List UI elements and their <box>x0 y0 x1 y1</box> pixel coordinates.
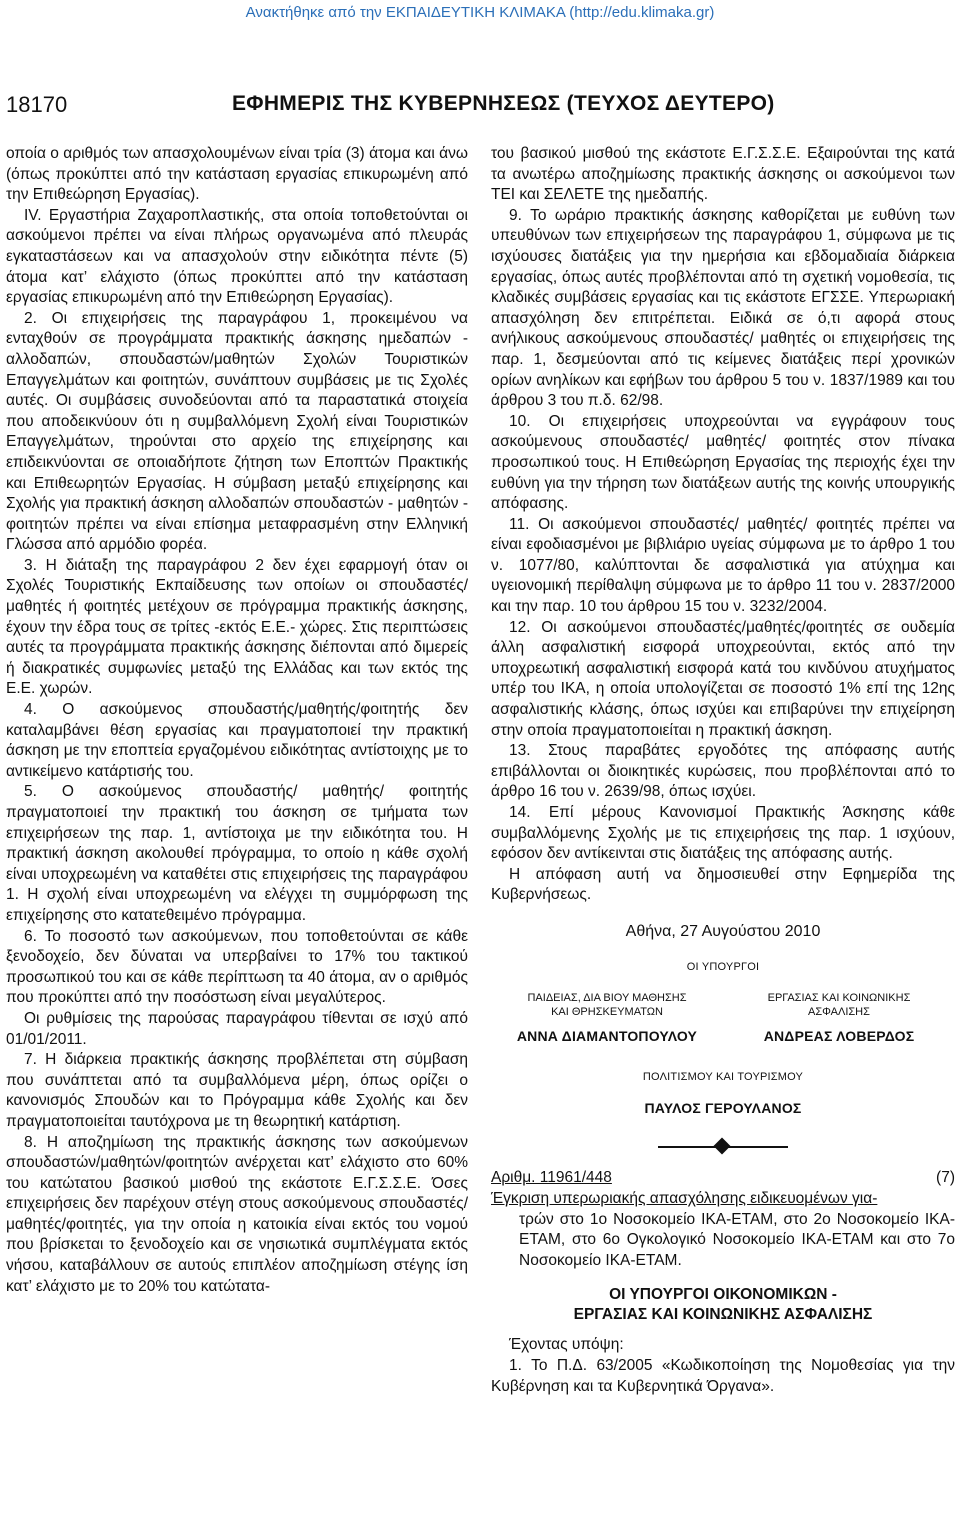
right-column <box>491 144 955 1397</box>
left-column <box>6 144 468 1297</box>
paragraph: IV. Εργαστήρια Ζαχαροπλαστικής, στα οποία τοποθετούνται οι ασκούμενοι πρέπει να είναι πλήρως οργανωμένα από πλευράς εγκαταστάσεων και να απασχολούν στην ειδικότητα πέντε (5) άτομα κατ’ ελάχιστο (όπως προκύπτει από την κατάσταση εργασίας επικυρωμένη από την Επιθεώρηση Εργασίας). <box>6 206 468 307</box>
paragraph: 8. Η αποζημίωση της πρακτικής άσκησης των ασκούμενων σπουδαστών/μαθητών/φοιτητών ανέρχεται κατ’ ελάχιστο στο 60% του κατώτατου βασικού μισθού της εκάστοτε Ε.Γ.Σ.Σ.Ε. Όσες επιχειρήσεις δεν παρέχουν στέγη στους ασκούμενους σπουδαστές/μαθητές/φοιτητές, για την οποία η κατοικία είναι εκτός του νομού που βρίσκεται το ξενοδοχείο και σε νησιωτικά συμπλέγματα εκτός νήσου, καταβάλλουν σε αυτούς επιπλέον αποζημίωση στέγης ίση κατ’ ελάχιστο με το 20% του κατώτατα- <box>6 1133 468 1295</box>
decree-number: Αριθμ. 11961/448 <box>491 1169 612 1187</box>
minister-title-line: ΠΑΙΔΕΙΑΣ, ΔΙΑ ΒΙΟΥ ΜΑΘΗΣΗΣ <box>527 992 687 1005</box>
paragraph: 9. Το ωράριο πρακτικής άσκησης καθορίζεται με ευθύνη των υπευθύνων των επιχειρήσεων της παραγράφου 1, σύμφωνα με τις ισχύουσες διατάξεις για την ημερήσια και εβδομαδιαία διάρκεια εργασίας, όπως αυτές προβλέπονται από τη σχετική νομοθεσία, τις κλαδικές συμβάσεις εργασίας και τις εκάστοτε ΕΓΣΣΕ. Υπερωριακή απασχόληση δεν επιτρέπεται. Ειδικά σε ό,τι αφορά στους ανήλικους ασκούμενους σπουδαστές/ μαθητές οι επιχειρήσεις της παρ. 1, δεσμεύονται από τις κείμενες διατάξεις περί χρονικών ορίων ανηλίκων και εφήβων του άρθρου 5 του ν. 1837/1989 και του άρθρου 3 του π.δ. 62/98. <box>491 206 955 410</box>
considering-label: Έχοντας υπόψη: <box>509 1336 624 1354</box>
paragraph: 13. Στους παραβάτες εργοδότες της απόφασης αυτής επιβάλλονται οι διοικητικές κυρώσεις, που προβλέπονται από το άρθρο 16 του ν. 2639/98, όπως ισχύει. <box>491 742 955 801</box>
ministers-label: ΟΙ ΥΠΟΥΡΓΟΙ <box>686 960 760 973</box>
paragraph: 6. Το ποσοστό των ασκούμενων, που τοποθετούνται σε κάθε ξενοδοχείο, δεν δύναται να υπερβαίνει το 17% του τακτικού προσωπικού του και σε κάθε περίπτωση τα 40 άτομα, αν ο αριθμός που προκύπτει από την ποσόστωση είναι μεγαλύτερος. <box>6 927 468 1007</box>
signature-labour <box>723 991 955 1043</box>
minister-title-line: ΑΣΦΑΛΙΣΗΣ <box>808 1006 870 1019</box>
paragraph: 10. Οι επιχειρήσεις υποχρεούνται να εγγράφουν τους ασκούμενους σπουδαστές/ μαθητές/ φοιτητές στον πίνακα προσωπικού τους. Η Επιθεώρηση Εργασίας της περιοχής έχει την ευθύνη για την τήρηση των διατάξεων αυτής της κοινής υπουργικής απόφασης. <box>491 412 955 513</box>
gazette-title: ΕΦΗΜΕΡΙΣ ΤΗΣ ΚΥΒΕΡΝΗΣΕΩΣ (ΤΕΥΧΟΣ ΔΕΥΤΕΡΟ) <box>232 92 775 115</box>
decree-title-continued: τρών στο 1ο Νοσοκομείο ΙΚΑ-ΕΤΑΜ, στο 2ο Νοσοκομείο ΙΚΑ-ΕΤΑΜ, στο 6ο Ογκολογικό Νοσοκομείο ΙΚΑ-ΕΤΑΜ και στο 7ο Νοσοκομείο ΙΚΑ-ΕΤΑΜ. <box>519 1210 955 1269</box>
paragraph: 14. Επί μέρους Κανονισμοί Πρακτικής Άσκησης κάθε συμβαλλόμενης Σχολής με τις επιχειρήσεις της παρ. 1 ισχύουν, εφόσον δεν αντίκεινται στις διατάξεις της απόφασης αυτής. <box>491 804 955 863</box>
minister-name: ΑΝΔΡΕΑΣ ΛΟΒΕΡΔΟΣ <box>763 1028 915 1045</box>
paragraph: 5. Ο ασκούμενος σπουδαστής/ μαθητής/ φοιτητής πραγματοποιεί την πρακτική του άσκηση σε τμήματα των επιχειρήσεων της παρ. 1, αντίστοιχα με την ειδικότητα του. Η πρακτική άσκηση ακολουθεί πρόγραμμα, το οποίο η κάθε σχολή είναι υποχρεωμένη να καταθέτει στις επιχειρήσεις της παραγράφου 1. Η σχολή είναι υποχρεωμένη να ελέγχει τη συμμόρφωση της επιχείρησης στο κατατεθειμένο πρόγραμμα. <box>6 783 468 924</box>
paragraph: 2. Οι επιχειρήσεις της παραγράφου 1, προκειμένου να ενταχθούν σε προγράμματα πρακτικής άσκησης ημεδαπών - αλλοδαπών, σπουδαστών/μαθητών Σχολών Τουριστικών Επαγγελμάτων και φοιτητών, συνάπτουν συμβάσεις με τις Σχολές αυτές. Οι συμβάσεις συνοδεύονται από τα παραστατικά στοιχεία που αποδεικνύουν ότι η συμβαλλόμενη Σχολή είναι Τουριστικών Επαγγελμάτων, τηρούνται στο αρχείο της επιχείρησης και επιδεικνύονται σε οποιαδήποτε ζήτηση των Εποπτών Πρακτικής και Επιθεωρητών Εργασίας. Η σύμβαση μεταξύ επιχείρησης και Σχολής για πρακτική άσκηση αλλοδαπών σπουδαστών - μαθητών - φοιτητών πρέπει να είναι επίσημα μεταφρασμένη στην Ελληνική Γλώσσα από αρμόδιο φορέα. <box>6 309 468 554</box>
paragraph: 7. Η διάρκεια πρακτικής άσκησης προβλέπεται στη σύμβαση που συνάπτεται από τα συμβαλλόμενα μέρη, όπως ορίζει ο κανονισμός Σπουδών και το Πρόγραμμα κάθε Σχολής και δεν πραγματοποιείται ταυτόχρονα με τη θεωρητική κατάρτιση. <box>6 1051 468 1130</box>
considering-item: 1. Το Π.Δ. 63/2005 «Κωδικοποίηση της Νομοθεσίας για την Κυβέρνηση και τα Κυβερνητικά Όργανα». <box>491 1356 955 1395</box>
paragraph: 11. Οι ασκούμενοι σπουδαστές/ μαθητές/ φοιτητές πρέπει να είναι εφοδιασμένοι με βιβλιάριο υγείας σύμφωνα με το άρθρο 1 του ν. 1077/80, καλύπτονται δε ασφαλιστικά για ατύχημα και υγειονομική περίθαλψη σύμφωνα με το άρθρο 11 του ν. 2837/2000 και την παρ. 10 του άρθρου 15 του ν. 3232/2004. <box>491 515 955 616</box>
decree-sequence: (7) <box>936 1169 955 1187</box>
minister-name: ΑΝΝΑ ΔΙΑΜΑΝΤΟΠΟΥΛΟΥ <box>516 1028 698 1045</box>
page-header <box>0 92 960 122</box>
minister-title-line: ΕΡΓΑΣΙΑΣ ΚΑΙ ΚΟΙΝΩΝΙΚΗΣ <box>767 992 911 1005</box>
minister-title-line: ΠΟΛΙΤΙΣΜΟΥ ΚΑΙ ΤΟΥΡΙΣΜΟΥ <box>642 1071 804 1084</box>
minister-name: ΠΑΥΛΟΣ ΓΕΡΟΥΛΑΝΟΣ <box>644 1099 802 1116</box>
source-note[interactable]: Ανακτήθηκε από την ΕΚΠΑΙΔΕΥΤΙΚΗ ΚΛΙΜΑΚΑ (http://edu.klimaka.gr) <box>245 4 715 21</box>
paragraph: του βασικού μισθού της εκάστοτε Ε.Γ.Σ.Σ.Ε. Εξαιρούνται της κατά τα ανωτέρω αποζημίωσης πρακτικής άσκησης οι ασκούμενοι των ΤΕΙ και ΣΕΛΕΤΕ της ημεδαπής. <box>491 145 955 204</box>
paragraph: 4. Ο ασκούμενος σπουδαστής/μαθητής/φοιτητής δεν καταλαμβάνει θέση εργασίας και πραγματοποιεί την πρακτική άσκηση με την εποπτεία εργαζομένου ειδικότητας αντίστοιχης με το αντικείμενο κατάρτισής του. <box>6 701 468 780</box>
decree-ministers-heading <box>491 1285 955 1325</box>
heading-line: ΕΡΓΑΣΙΑΣ ΚΑΙ ΚΟΙΝΩΝΙΚΗΣ ΑΣΦΑΛΙΣΗΣ <box>573 1306 873 1324</box>
paragraph: οποία ο αριθμός των απασχολουμένων είναι τρία (3) άτομα και άνω (όπως προκύπτει από την κατάσταση εργασίας επικυρωμένη από την Επιθεώρηση Εργασίας). <box>6 145 468 204</box>
signature-culture <box>491 1067 955 1118</box>
page-number: 18170 <box>6 92 68 117</box>
paragraph: Η απόφαση αυτή να δημοσιευθεί στην Εφημερίδα της Κυβερνήσεως. <box>491 865 955 904</box>
paragraph: 3. Η διάταξη της παραγράφου 2 δεν έχει εφαρμογή όταν οι Σχολές Τουριστικής Εκπαίδευσης των οποίων οι σπουδαστές/μαθητές ή φοιτητές μετέχουν σε πρόγραμμα πρακτικής άσκησης, έχουν την έδρα τους σε τρίτες -εκτός Ε.Ε.- χώρες. Στις περιπτώσεις αυτές τα προγράμματα πρακτικής άσκησης διέπονται από διμερείς ή διακρατικές συμφωνίες μεταξύ της Ελλάδας και των εκτός της Ε.Ε. χωρών. <box>6 556 468 698</box>
heading-line: ΟΙ ΥΠΟΥΡΓΟΙ ΟΙΚΟΝΟΜΙΚΩΝ - <box>609 1286 837 1304</box>
decree-header <box>491 1168 955 1189</box>
paragraph: 12. Οι ασκούμενοι σπουδαστές/μαθητές/φοιτητές σε ουδεμία άλλη ασφαλιστική εισφορά υποχρεούνται, εκτός από την υποχρεωτική ασφαλιστική εισφορά κατά του κινδύνου ατυχήματος υπέρ του ΙΚΑ, η οποία υπολογίζεται σε ποσοστό 1% επί της 12ης ασφαλιστικής κλάσης, όπως ισχύει και επιβαρύνει την επιχείρηση στην οποία πραγματοποιείται η πρακτική άσκηση. <box>491 618 955 739</box>
minister-title-line: ΚΑΙ ΘΡΗΣΚΕΥΜΑΤΩΝ <box>551 1006 663 1019</box>
signature-date: Αθήνα, 27 Αυγούστου 2010 <box>625 922 821 940</box>
decree-title: Έγκριση υπερωριακής απασχόλησης ειδικευομένων για- <box>491 1189 878 1207</box>
signature-block <box>491 922 955 1158</box>
diamond-ornament-icon <box>714 1138 731 1155</box>
paragraph: Οι ρυθμίσεις της παρούσας παραγράφου τίθενται σε ισχύ από 01/01/2011. <box>6 1009 468 1048</box>
signature-education <box>491 991 723 1043</box>
section-divider <box>658 1136 788 1158</box>
